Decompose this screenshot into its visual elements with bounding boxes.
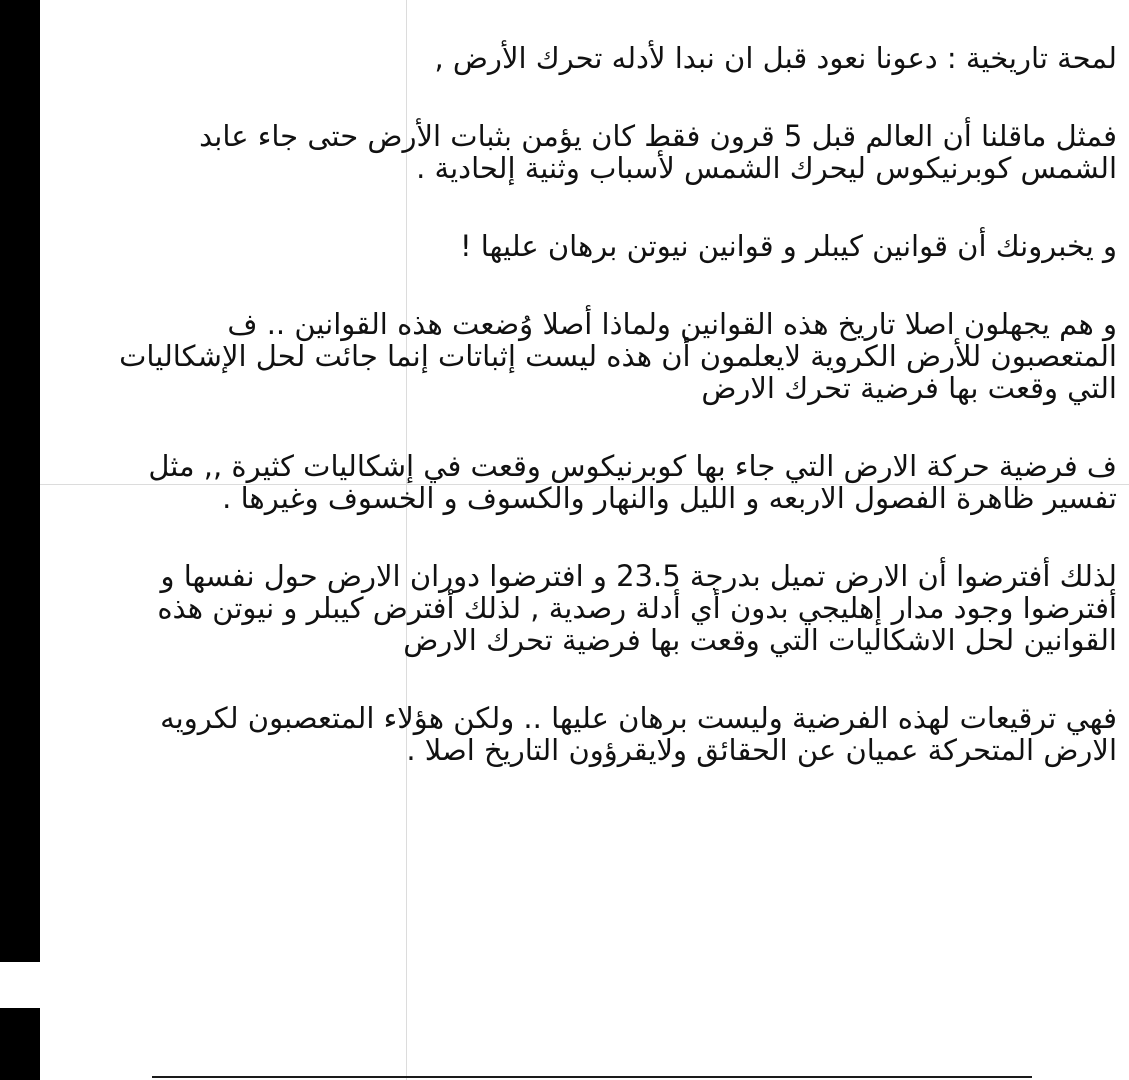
- bottom-divider: [152, 1076, 1032, 1078]
- paragraph-laws-history: و هم يجهلون اصلا تاريخ هذه القوانين ولماذا أصلا وُضعت هذه القوانين .. ف المتعصبون للأرض الكروية لايعلمون أن هذه ليست إثباتات إنما جائت لحل الإشكاليات التي وقعت بها فرضية تحرك الارض: [119, 307, 1117, 405]
- paragraph-assumptions: لذلك أفترضوا أن الارض تميل بدرجة 23.5 و افترضوا دوران الارض حول نفسها و أفترضوا وجود مدار إهليجي بدون أي أدلة رصدية , لذلك أفترض كيبلر و نيوتن هذه القوانين لحل الاشكاليات التي وقعت بها فرضية تحرك الارض: [157, 559, 1117, 657]
- article-text: [97, 42, 1117, 766]
- paragraph-conclusion: فهي ترقيعات لهذه الفرضية وليست برهان عليها .. ولكن هؤلاء المتعصبون لكرويه الارض المتحركة عميان عن الحقائق ولايقرؤون التاريخ اصلا .: [160, 701, 1117, 767]
- left-black-bar: [0, 0, 40, 962]
- left-black-bar-lower: [0, 1008, 40, 1080]
- paragraph-copernicus: فمثل ماقلنا أن العالم قبل 5 قرون فقط كان يؤمن بثبات الأرض حتى جاء عابد الشمس كوبرنيكوس ليحرك الشمس لأسباب وثنية إلحادية .: [199, 119, 1117, 185]
- paragraph-kepler-newton: و يخبرونك أن قوانين كيبلر و قوانين نيوتن برهان عليها !: [459, 229, 1117, 263]
- paragraph-problems: ف فرضية حركة الارض التي جاء بها كوبرنيكوس وقعت في إشكاليات كثيرة ,, مثل تفسير ظاهرة الفصول الاربعه و الليل والنهار والكسوف و الخسوف وغيرها .: [148, 449, 1117, 515]
- paragraph-historical-intro: لمحة تاريخية : دعونا نعود قبل ان نبدا لأدله تحرك الأرض ,: [434, 41, 1117, 75]
